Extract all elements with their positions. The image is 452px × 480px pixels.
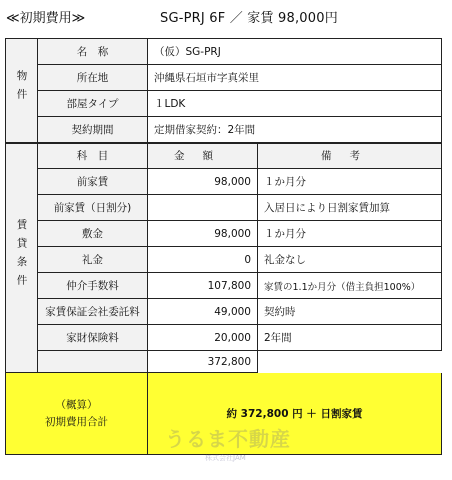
cost-amount: 98,000: [148, 169, 258, 195]
cost-note: 入居日により日割家賃加算: [258, 195, 442, 221]
property-row: [6, 65, 442, 91]
property-value: 定期借家契約：2年間: [148, 117, 442, 143]
property-group-label: 物件: [6, 39, 38, 143]
subtotal-note-cell: [258, 351, 442, 373]
cost-amount: 0: [148, 247, 258, 273]
column-header-amount: 金額: [148, 143, 258, 169]
grand-total-value: 約 372,800 円 ＋ 日割家賃: [148, 373, 442, 455]
grand-total-label-line2: 初期費用合計: [45, 415, 108, 428]
rental-header-row: [6, 143, 442, 169]
cost-amount: 49,000: [148, 299, 258, 325]
cost-label: 礼金: [38, 247, 148, 273]
cost-amount: 98,000: [148, 221, 258, 247]
cost-label: 家賃保証会社委託料: [38, 299, 148, 325]
cost-row: [6, 273, 442, 299]
subtotal-row: [6, 351, 442, 373]
property-row: [6, 39, 442, 65]
subtotal-label-cell: [38, 351, 148, 373]
property-row: [6, 117, 442, 143]
property-summary: SG-PRJ 6F ／ 家賃 98,000円: [160, 11, 338, 26]
grand-total-row: [6, 373, 442, 455]
cost-label: 家財保険料: [38, 325, 148, 351]
column-header-item: 科 目: [38, 143, 148, 169]
property-value: 沖縄県石垣市字真栄里: [148, 65, 442, 91]
cost-label: 仲介手数料: [38, 273, 148, 299]
cost-note: 家賃の1.1か月分（借主負担100%）: [258, 273, 442, 299]
property-label: 部屋タイプ: [38, 91, 148, 117]
cost-note: 契約時: [258, 299, 442, 325]
grand-total-label: [6, 373, 148, 455]
cost-note: 2年間: [258, 325, 442, 351]
cost-note: １か月分: [258, 169, 442, 195]
property-label: 所在地: [38, 65, 148, 91]
cost-amount: 107,800: [148, 273, 258, 299]
property-value: １LDK: [148, 91, 442, 117]
cost-row: [6, 169, 442, 195]
sheet-heading: ≪初期費用≫: [6, 11, 86, 26]
cost-note: １か月分: [258, 221, 442, 247]
cost-label: 前家賃（日割分): [38, 195, 148, 221]
cost-row: [6, 247, 442, 273]
watermark-text: うるま不動産: [165, 427, 291, 451]
cost-amount: [148, 195, 258, 221]
cost-note: 礼金なし: [258, 247, 442, 273]
cost-amount: 20,000: [148, 325, 258, 351]
property-value: （仮）SG-PRJ: [148, 39, 442, 65]
property-label: 契約期間: [38, 117, 148, 143]
cost-label: 前家賃: [38, 169, 148, 195]
cost-row: [6, 221, 442, 247]
cost-label: 敷金: [38, 221, 148, 247]
initial-cost-table: [5, 38, 442, 455]
column-header-note: 備考: [258, 143, 442, 169]
cost-row: [6, 195, 442, 221]
watermark-subtext: 株式会社JAM: [205, 454, 246, 462]
rental-group-label: 賃貸条件: [6, 143, 38, 373]
property-label: 名 称: [38, 39, 148, 65]
cost-row: [6, 325, 442, 351]
subtotal-amount: 372,800: [148, 351, 258, 373]
property-row: [6, 91, 442, 117]
grand-total-label-line1: （概算）: [55, 398, 98, 411]
cost-row: [6, 299, 442, 325]
